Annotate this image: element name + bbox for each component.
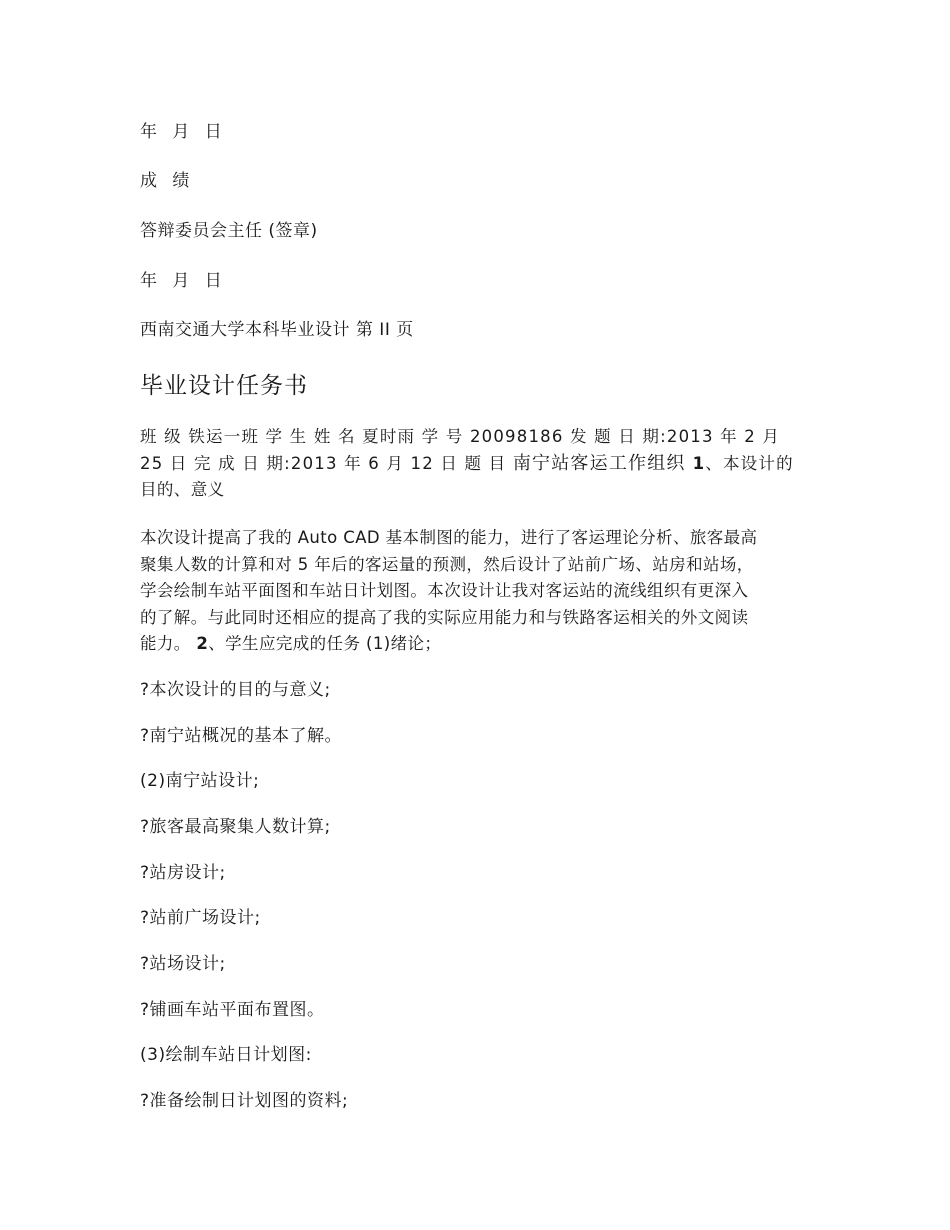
info-block [140, 424, 812, 504]
date-line-2: 年 月 日 [140, 271, 227, 291]
running-head: 西南交通大学本科毕业设计 第 II 页 [140, 320, 414, 340]
info-line-2-tail: 、本设计的 [705, 453, 794, 473]
info-line-2 [140, 451, 812, 478]
date-line-1: 年 月 日 [140, 122, 227, 142]
body-line-5-tail: 、学生应完成的任务 (1)绪论； [208, 634, 442, 653]
list-item: ?站前广场设计; [140, 908, 261, 928]
info-line-1: 班 级 铁运一班 学 生 姓 名 夏时雨 学 号 20098186 发 题 日 期:2013 年 2 月 [140, 427, 781, 446]
list-item: (3)绘制车站日计划图: [140, 1045, 312, 1065]
body-line-5 [140, 631, 812, 658]
body-line-5-text: 能力。 [140, 634, 197, 653]
page-title: 毕业设计任务书 [140, 373, 308, 399]
body-line-2: 聚集人数的计算和对 5 年后的客运量的预测，然后设计了站前广场、站房和站场， [140, 554, 754, 574]
list-item: (2)南宁站设计; [140, 771, 260, 791]
list-item: ?旅客最高聚集人数计算; [140, 817, 331, 837]
body-line-3: 学会绘制车站平面图和车站日计划图。本次设计让我对客运站的流线组织有更深入 [140, 581, 749, 600]
committee-chair-line: 答辩委员会主任 (签章) [140, 221, 318, 241]
list-item: ?铺画车站平面布置图。 [140, 1000, 325, 1020]
info-line-2-text: 25 日 完 成 日 期:2013 年 6 月 12 日 题 目 [140, 453, 513, 473]
body-paragraph [140, 525, 812, 658]
section-number-2: 2 [196, 634, 209, 653]
list-item: ?南宁站概况的基本了解。 [140, 726, 343, 746]
list-item: ?本次设计的目的与意义; [140, 680, 331, 700]
score-line: 成 绩 [140, 171, 195, 191]
list-item: ?站场设计; [140, 954, 226, 974]
info-line-3: 目的、意义 [140, 480, 225, 499]
body-line-4: 的了解。与此同时还相应的提高了我的实际应用能力和与铁路客运相关的外文阅读 [140, 607, 749, 627]
section-number-1: 1 [685, 453, 706, 473]
thesis-topic: 南宁站客运工作组织 [512, 452, 686, 474]
list-item: ?准备绘制日计划图的资料; [140, 1091, 349, 1111]
body-line-1: 本次设计提高了我的 Auto CAD 基本制图的能力，进行了客运理论分析、旅客最高 [140, 528, 758, 547]
list-item: ?站房设计; [140, 863, 226, 883]
